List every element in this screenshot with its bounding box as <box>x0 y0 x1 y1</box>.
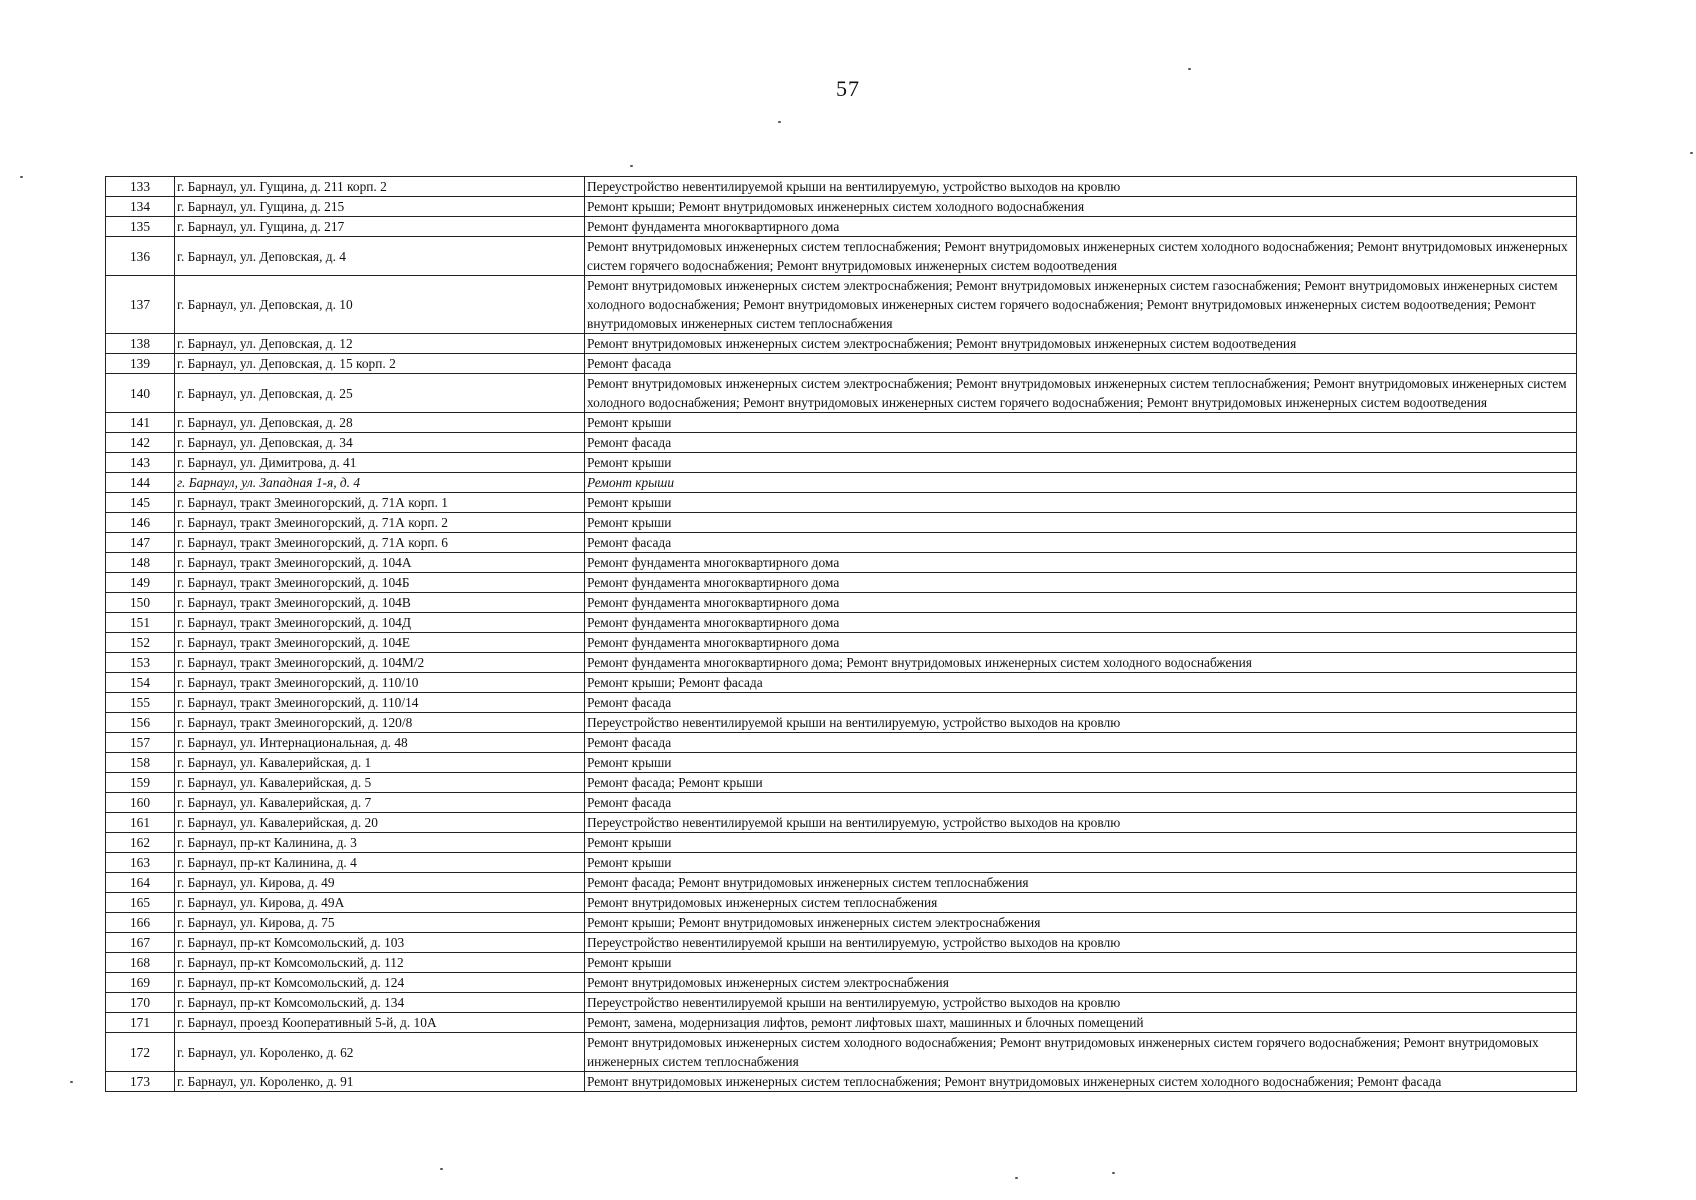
row-address: г. Барнаул, тракт Змеиногорский, д. 71А корп. 1 <box>175 493 585 513</box>
table-row <box>106 513 1577 533</box>
table-row <box>106 237 1577 276</box>
table-row <box>106 613 1577 633</box>
table-row <box>106 793 1577 813</box>
table-row <box>106 197 1577 217</box>
row-address: г. Барнаул, тракт Змеиногорский, д. 110/10 <box>175 673 585 693</box>
row-number: 145 <box>106 493 175 513</box>
row-number: 153 <box>106 653 175 673</box>
row-number: 160 <box>106 793 175 813</box>
repair-works-table <box>105 176 1577 1092</box>
row-number: 162 <box>106 833 175 853</box>
row-works: Ремонт фасада <box>585 354 1577 374</box>
table-row <box>106 733 1577 753</box>
row-number: 135 <box>106 217 175 237</box>
row-number: 167 <box>106 933 175 953</box>
row-address: г. Барнаул, ул. Кавалерийская, д. 7 <box>175 793 585 813</box>
row-number: 150 <box>106 593 175 613</box>
row-address: г. Барнаул, тракт Змеиногорский, д. 104М/2 <box>175 653 585 673</box>
scan-speck <box>20 176 23 178</box>
row-address: г. Барнаул, ул. Деповская, д. 10 <box>175 276 585 334</box>
table-row <box>106 1033 1577 1072</box>
row-address: г. Барнаул, ул. Кирова, д. 49 <box>175 873 585 893</box>
row-works: Переустройство невентилируемой крыши на вентилируемую, устройство выходов на кровлю <box>585 933 1577 953</box>
row-number: 158 <box>106 753 175 773</box>
row-number: 173 <box>106 1072 175 1092</box>
row-address: г. Барнаул, тракт Змеиногорский, д. 104Д <box>175 613 585 633</box>
table-row <box>106 1072 1577 1092</box>
table-row <box>106 217 1577 237</box>
row-address: г. Барнаул, тракт Змеиногорский, д. 104А <box>175 553 585 573</box>
scan-speck <box>778 121 781 123</box>
row-works: Переустройство невентилируемой крыши на вентилируемую, устройство выходов на кровлю <box>585 713 1577 733</box>
row-works: Ремонт крыши; Ремонт внутридомовых инженерных систем электроснабжения <box>585 913 1577 933</box>
row-number: 166 <box>106 913 175 933</box>
table-row <box>106 873 1577 893</box>
table-row <box>106 276 1577 334</box>
table-row <box>106 913 1577 933</box>
row-number: 137 <box>106 276 175 334</box>
row-works: Ремонт крыши <box>585 513 1577 533</box>
row-works: Ремонт крыши <box>585 473 1577 493</box>
table-row <box>106 933 1577 953</box>
row-address: г. Барнаул, тракт Змеиногорский, д. 104Е <box>175 633 585 653</box>
row-address: г. Барнаул, пр-кт Комсомольский, д. 112 <box>175 953 585 973</box>
row-address: г. Барнаул, пр-кт Калинина, д. 3 <box>175 833 585 853</box>
row-works: Ремонт фундамента многоквартирного дома; Ремонт внутридомовых инженерных систем холодного водоснабжения <box>585 653 1577 673</box>
row-number: 156 <box>106 713 175 733</box>
scan-speck <box>1112 1172 1115 1174</box>
row-address: г. Барнаул, ул. Деповская, д. 28 <box>175 413 585 433</box>
table-row <box>106 177 1577 197</box>
table-row <box>106 893 1577 913</box>
row-address: г. Барнаул, ул. Кавалерийская, д. 1 <box>175 753 585 773</box>
table-row <box>106 693 1577 713</box>
row-address: г. Барнаул, ул. Кирова, д. 49А <box>175 893 585 913</box>
row-number: 155 <box>106 693 175 713</box>
row-works: Ремонт фасада; Ремонт крыши <box>585 773 1577 793</box>
row-address: г. Барнаул, ул. Западная 1-я, д. 4 <box>175 473 585 493</box>
row-address: г. Барнаул, ул. Деповская, д. 25 <box>175 374 585 413</box>
row-address: г. Барнаул, пр-кт Комсомольский, д. 124 <box>175 973 585 993</box>
row-number: 159 <box>106 773 175 793</box>
row-number: 161 <box>106 813 175 833</box>
row-number: 171 <box>106 1013 175 1033</box>
table-row <box>106 413 1577 433</box>
row-number: 157 <box>106 733 175 753</box>
table-row <box>106 673 1577 693</box>
row-works: Ремонт фасада <box>585 533 1577 553</box>
row-address: г. Барнаул, тракт Змеиногорский, д. 71А корп. 6 <box>175 533 585 553</box>
row-number: 168 <box>106 953 175 973</box>
table-row <box>106 354 1577 374</box>
row-address: г. Барнаул, тракт Змеиногорский, д. 104Б <box>175 573 585 593</box>
table-row <box>106 853 1577 873</box>
row-works: Ремонт крыши <box>585 853 1577 873</box>
row-works: Ремонт крыши <box>585 413 1577 433</box>
scan-speck <box>1188 68 1191 70</box>
scan-speck <box>1690 152 1693 154</box>
row-works: Ремонт крыши <box>585 453 1577 473</box>
row-works: Ремонт внутридомовых инженерных систем теплоснабжения <box>585 893 1577 913</box>
row-number: 146 <box>106 513 175 533</box>
row-number: 139 <box>106 354 175 374</box>
row-works: Переустройство невентилируемой крыши на вентилируемую, устройство выходов на кровлю <box>585 813 1577 833</box>
table-row <box>106 453 1577 473</box>
table-row <box>106 1013 1577 1033</box>
scan-speck <box>70 1081 73 1083</box>
scan-speck <box>1015 1177 1018 1179</box>
table-row <box>106 993 1577 1013</box>
row-address: г. Барнаул, ул. Интернациональная, д. 48 <box>175 733 585 753</box>
row-address: г. Барнаул, ул. Гущина, д. 211 корп. 2 <box>175 177 585 197</box>
row-number: 141 <box>106 413 175 433</box>
row-works: Ремонт фундамента многоквартирного дома <box>585 593 1577 613</box>
row-address: г. Барнаул, ул. Кавалерийская, д. 5 <box>175 773 585 793</box>
row-works: Ремонт фундамента многоквартирного дома <box>585 573 1577 593</box>
row-works: Ремонт внутридомовых инженерных систем электроснабжения; Ремонт внутридомовых инженерных систем теплоснабжения; Ремонт внутридомовых инженерных систем холодного водоснабжения; Ремонт внутридомовых инженерных систем горячего водоснабжения; Ремонт внутридомовых инженерных систем водоотведения <box>585 374 1577 413</box>
row-works: Ремонт внутридомовых инженерных систем электроснабжения <box>585 973 1577 993</box>
table-row <box>106 334 1577 354</box>
row-address: г. Барнаул, ул. Гущина, д. 217 <box>175 217 585 237</box>
table-row <box>106 813 1577 833</box>
row-number: 154 <box>106 673 175 693</box>
table-row <box>106 653 1577 673</box>
row-number: 136 <box>106 237 175 276</box>
row-works: Ремонт внутридомовых инженерных систем теплоснабжения; Ремонт внутридомовых инженерных систем холодного водоснабжения; Ремонт фасада <box>585 1072 1577 1092</box>
page-number: 57 <box>836 76 860 101</box>
table-row <box>106 953 1577 973</box>
row-number: 151 <box>106 613 175 633</box>
row-address: г. Барнаул, ул. Кавалерийская, д. 20 <box>175 813 585 833</box>
row-address: г. Барнаул, ул. Короленко, д. 62 <box>175 1033 585 1072</box>
row-works: Ремонт фундамента многоквартирного дома <box>585 633 1577 653</box>
row-works: Переустройство невентилируемой крыши на вентилируемую, устройство выходов на кровлю <box>585 177 1577 197</box>
row-address: г. Барнаул, ул. Деповская, д. 34 <box>175 433 585 453</box>
table-row <box>106 833 1577 853</box>
table-row <box>106 633 1577 653</box>
table-row <box>106 553 1577 573</box>
scan-speck <box>630 165 633 167</box>
row-address: г. Барнаул, пр-кт Комсомольский, д. 134 <box>175 993 585 1013</box>
row-address: г. Барнаул, ул. Короленко, д. 91 <box>175 1072 585 1092</box>
row-number: 143 <box>106 453 175 473</box>
row-works: Ремонт фасада; Ремонт внутридомовых инженерных систем теплоснабжения <box>585 873 1577 893</box>
row-works: Ремонт, замена, модернизация лифтов, ремонт лифтовых шахт, машинных и блочных помещений <box>585 1013 1577 1033</box>
row-works: Ремонт фасада <box>585 693 1577 713</box>
row-works: Ремонт фундамента многоквартирного дома <box>585 217 1577 237</box>
row-number: 152 <box>106 633 175 653</box>
table-row <box>106 573 1577 593</box>
table-row <box>106 533 1577 553</box>
row-address: г. Барнаул, ул. Кирова, д. 75 <box>175 913 585 933</box>
row-works: Ремонт крыши <box>585 833 1577 853</box>
row-works: Ремонт фасада <box>585 793 1577 813</box>
row-works: Ремонт фундамента многоквартирного дома <box>585 613 1577 633</box>
row-address: г. Барнаул, тракт Змеиногорский, д. 110/14 <box>175 693 585 713</box>
row-works: Ремонт внутридомовых инженерных систем электроснабжения; Ремонт внутридомовых инженерных систем газоснабжения; Ремонт внутридомовых инженерных систем холодного водоснабжения; Ремонт внутридомовых инженерных систем горячего водоснабжения; Ремонт внутридомовых инженерных систем водоотведения; Ремонт внутридомовых инженерных систем теплоснабжения <box>585 276 1577 334</box>
row-number: 133 <box>106 177 175 197</box>
row-works: Ремонт фасада <box>585 733 1577 753</box>
row-address: г. Барнаул, тракт Змеиногорский, д. 104В <box>175 593 585 613</box>
table-row <box>106 713 1577 733</box>
row-address: г. Барнаул, ул. Деповская, д. 15 корп. 2 <box>175 354 585 374</box>
row-address: г. Барнаул, ул. Димитрова, д. 41 <box>175 453 585 473</box>
row-number: 169 <box>106 973 175 993</box>
row-works: Ремонт внутридомовых инженерных систем холодного водоснабжения; Ремонт внутридомовых инженерных систем горячего водоснабжения; Ремонт внутридомовых инженерных систем теплоснабжения <box>585 1033 1577 1072</box>
row-number: 147 <box>106 533 175 553</box>
row-number: 164 <box>106 873 175 893</box>
table-row <box>106 753 1577 773</box>
scan-speck <box>440 1168 443 1170</box>
row-address: г. Барнаул, ул. Гущина, д. 215 <box>175 197 585 217</box>
row-works: Ремонт внутридомовых инженерных систем теплоснабжения; Ремонт внутридомовых инженерных систем холодного водоснабжения; Ремонт внутридомовых инженерных систем горячего водоснабжения; Ремонт внутридомовых инженерных систем водоотведения <box>585 237 1577 276</box>
row-number: 144 <box>106 473 175 493</box>
row-number: 148 <box>106 553 175 573</box>
row-works: Переустройство невентилируемой крыши на вентилируемую, устройство выходов на кровлю <box>585 993 1577 1013</box>
table-row <box>106 773 1577 793</box>
row-works: Ремонт фасада <box>585 433 1577 453</box>
table-row <box>106 973 1577 993</box>
table-row <box>106 593 1577 613</box>
row-address: г. Барнаул, проезд Кооперативный 5-й, д. 10А <box>175 1013 585 1033</box>
row-number: 140 <box>106 374 175 413</box>
row-number: 163 <box>106 853 175 873</box>
row-number: 138 <box>106 334 175 354</box>
row-number: 170 <box>106 993 175 1013</box>
row-number: 149 <box>106 573 175 593</box>
row-number: 134 <box>106 197 175 217</box>
row-address: г. Барнаул, ул. Деповская, д. 4 <box>175 237 585 276</box>
row-address: г. Барнаул, тракт Змеиногорский, д. 71А корп. 2 <box>175 513 585 533</box>
table-row <box>106 493 1577 513</box>
row-works: Ремонт крыши; Ремонт фасада <box>585 673 1577 693</box>
row-address: г. Барнаул, пр-кт Комсомольский, д. 103 <box>175 933 585 953</box>
row-works: Ремонт внутридомовых инженерных систем электроснабжения; Ремонт внутридомовых инженерных систем водоотведения <box>585 334 1577 354</box>
row-number: 172 <box>106 1033 175 1072</box>
row-address: г. Барнаул, ул. Деповская, д. 12 <box>175 334 585 354</box>
row-works: Ремонт крыши <box>585 753 1577 773</box>
row-number: 142 <box>106 433 175 453</box>
row-works: Ремонт фундамента многоквартирного дома <box>585 553 1577 573</box>
table-row <box>106 473 1577 493</box>
row-number: 165 <box>106 893 175 913</box>
row-works: Ремонт крыши; Ремонт внутридомовых инженерных систем холодного водоснабжения <box>585 197 1577 217</box>
row-works: Ремонт крыши <box>585 953 1577 973</box>
row-address: г. Барнаул, пр-кт Калинина, д. 4 <box>175 853 585 873</box>
table-row <box>106 374 1577 413</box>
table-row <box>106 433 1577 453</box>
row-address: г. Барнаул, тракт Змеиногорский, д. 120/8 <box>175 713 585 733</box>
row-works: Ремонт крыши <box>585 493 1577 513</box>
